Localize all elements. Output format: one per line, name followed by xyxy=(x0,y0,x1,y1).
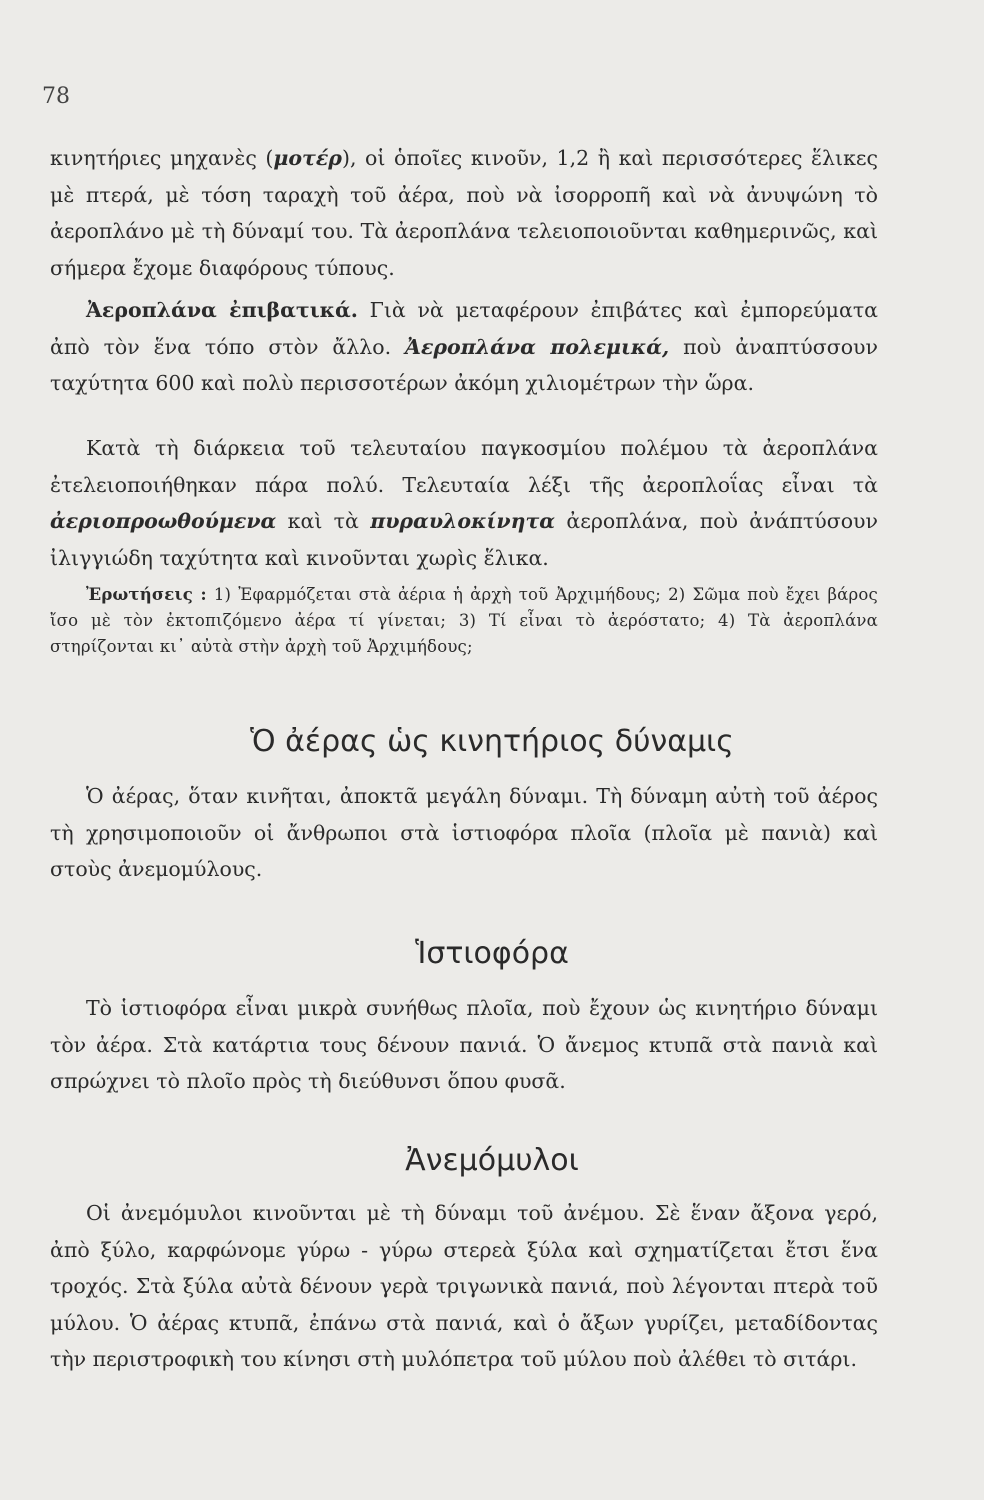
jet-term: ἀεριοπροωθούμενα xyxy=(50,509,277,533)
p3-text3: ἀεροπλάνα, ποὺ ἀνάπτύσουν ἰλιγγιώδη ταχύτητα καὶ κινοῦνται χωρὶς ἕλικα. xyxy=(50,509,878,570)
paragraph-war-progress xyxy=(50,430,878,576)
p3-text2: καὶ τὰ xyxy=(276,509,371,533)
p1-start: κινητήριες μηχανὲς ( xyxy=(50,146,274,170)
page-number: 78 xyxy=(42,84,70,109)
passenger-airplanes-term: Ἀεροπλάνα ἐπιβατικά. xyxy=(86,298,358,322)
paragraph-windmills xyxy=(50,1195,878,1378)
p4-text: Ὁ ἀέρας, ὅταν κινῆται, ἀποκτᾶ μεγάλη δύναμι. Τὴ δύναμη αὐτὴ τοῦ ἀέρος τὴ χρησιμοποιοῦν οἱ ἄνθρωποι στὰ ἱστιοφόρα πλοῖα (πλοῖα μὲ πανιὰ) καὶ στοὺς ἀνεμομύλους. xyxy=(50,784,878,881)
p2-text1: Γιὰ νὰ μεταφέρουν ἐπιβάτες καὶ ἐμπορεύματα ἀπὸ τὸν ἕνα τόπο στὸν ἄλλο. xyxy=(50,298,878,359)
questions-block xyxy=(50,582,878,660)
paragraph-airplane-types xyxy=(50,292,878,402)
paragraph-engines xyxy=(50,140,878,286)
questions-text: 1) Ἐφαρμόζεται στὰ ἀέρια ἡ ἀρχὴ τοῦ Ἀρχιμήδους; 2) Σῶμα ποὺ ἔχει βάρος ἴσο μὲ τὸν ἐκτοπιζόμενο ἀέρα τί γίνεται; 3) Τί εἶναι τὸ ἀερόστατο; 4) Τὰ ἀεροπλάνα στηρίζονται κι᾿ αὐτὰ στὴν ἀρχὴ τοῦ Ἀρχιμήδους; xyxy=(50,585,878,656)
questions-label: Ἐρωτήσεις : xyxy=(86,585,207,604)
heading-sailing-ships: Ἱστιοφόρα xyxy=(415,936,569,971)
military-airplanes-term: Ἀεροπλάνα πολεμικά, xyxy=(405,334,670,359)
rocket-term: πυραυλοκίνητα xyxy=(370,509,556,533)
paragraph-air-force xyxy=(50,778,878,888)
p1-rest: ), οἱ ὁποῖες κινοῦν, 1,2 ἢ καὶ περισσότερες ἕλικες μὲ πτερά, μὲ τόση ταραχὴ τοῦ ἀέρα, ποὺ νὰ ἰσορροπῆ καὶ νὰ ἀνυψώνη τὸ ἀεροπλάνο μὲ τὴ δύναμί του. Τὰ ἀεροπλάνα τελειοποιοῦνται καθημερινῶς, καὶ σήμερα ἔχομε διαφόρους τύπους. xyxy=(50,146,878,280)
heading-air-as-force: Ὁ ἀέρας ὡς κινητήριος δύναμις xyxy=(250,724,734,759)
p1-bold-term: μοτέρ xyxy=(273,146,342,170)
paragraph-sailing-ships xyxy=(50,990,878,1100)
p5-text: Τὸ ἱστιοφόρα εἶναι μικρὰ συνήθως πλοῖα, ποὺ ἔχουν ὡς κινητήριο δύναμι τὸν ἀέρα. Στὰ κατάρτια τους δένουν πανιά. Ὁ ἄνεμος κτυπᾶ στὰ πανιὰ καὶ σπρώχνει τὸ πλοῖο πρὸς τὴ διεύθυνσι ὅπου φυσᾶ. xyxy=(50,996,878,1093)
p2-text2: ποὺ ἀναπτύσσουν ταχύτητα 600 καὶ πολὺ περισσοτέρων ἀκόμη χιλιομέτρων τὴν ὥρα. xyxy=(50,334,878,395)
p3-text1: Κατὰ τὴ διάρκεια τοῦ τελευταίου παγκοσμίου πολέμου τὰ ἀεροπλάνα ἐτελειοποιήθηκαν πάρα πολύ. Τελευταία λέξι τῆς ἀεροπλοΐας εἶναι τὰ xyxy=(50,436,878,497)
p6-text: Οἱ ἀνεμόμυλοι κινοῦνται μὲ τὴ δύναμι τοῦ ἀνέμου. Σὲ ἕναν ἄξονα γερό, ἀπὸ ξύλο, καρφώνομε γύρω - γύρω στερεὰ ξύλα καὶ σχηματίζεται ἔτσι ἕνα τροχός. Στὰ ξύλα αὐτὰ δένουν γερὰ τριγωνικὰ πανιά, ποὺ λέγονται πτερὰ τοῦ μύλου. Ὁ ἀέρας κτυπᾶ, ἐπάνω στὰ πανιά, καὶ ὁ ἄξων γυρίζει, μεταδίδοντας τὴν περιστροφικὴ του κίνησι στὴ μυλόπετρα τοῦ μύλου ποὺ ἀλέθει τὸ σιτάρι. xyxy=(50,1201,878,1371)
heading-windmills: Ἀνεμόμυλοι xyxy=(405,1143,579,1178)
